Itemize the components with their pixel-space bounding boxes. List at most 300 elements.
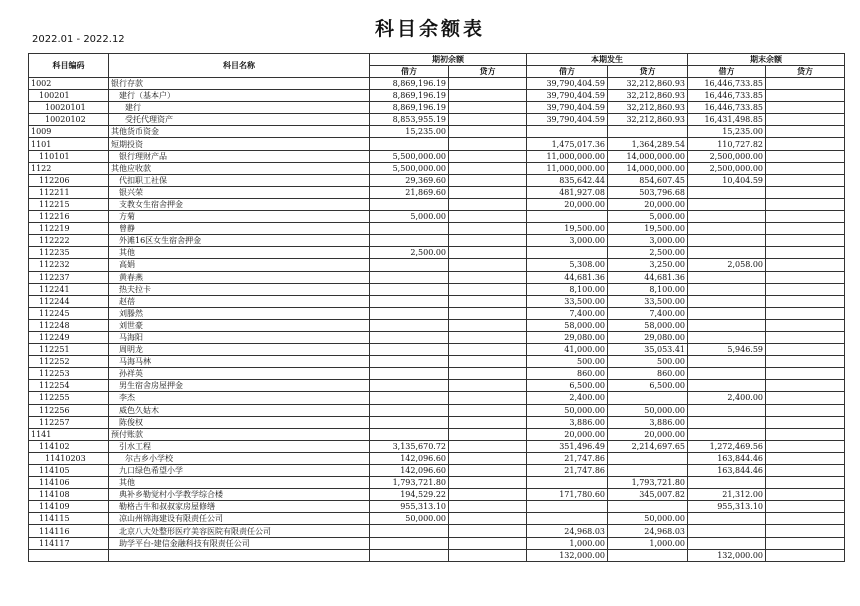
opening-debit: 8,869,196.19 [370,102,449,114]
opening-credit [449,295,527,307]
closing-debit: 16,446,733.85 [688,78,766,90]
closing-debit [688,186,766,198]
current-debit: 132,000.00 [527,549,608,561]
table-row [29,90,845,102]
closing-credit [766,223,845,235]
current-credit: 14,000,000.00 [608,150,688,162]
opening-debit: 194,529.22 [370,489,449,501]
closing-credit [766,247,845,259]
account-code: 112257 [29,416,109,428]
closing-credit [766,307,845,319]
account-code: 10020101 [29,102,109,114]
current-credit: 32,212,860.93 [608,114,688,126]
current-credit: 7,400.00 [608,307,688,319]
closing-credit [766,162,845,174]
current-debit: 11,000,000.00 [527,150,608,162]
current-debit: 835,642.44 [527,174,608,186]
table-row [29,392,845,404]
header-closing-credit: 贷方 [766,66,845,78]
table-row [29,271,845,283]
current-debit: 1,475,017.36 [527,138,608,150]
closing-credit [766,416,845,428]
current-debit: 20,000.00 [527,198,608,210]
opening-credit [449,211,527,223]
closing-debit [688,271,766,283]
closing-debit [688,368,766,380]
closing-credit [766,319,845,331]
opening-credit [449,247,527,259]
account-code: 112206 [29,174,109,186]
current-credit: 20,000.00 [608,198,688,210]
account-code: 112241 [29,283,109,295]
table-row [29,525,845,537]
table-row [29,138,845,150]
opening-debit: 955,313.10 [370,501,449,513]
closing-debit [688,356,766,368]
closing-debit: 16,446,733.85 [688,90,766,102]
opening-debit: 142,096.60 [370,452,449,464]
opening-debit: 5,500,000.00 [370,162,449,174]
current-debit: 2,400.00 [527,392,608,404]
closing-credit [766,271,845,283]
closing-debit [688,319,766,331]
account-code: 114117 [29,537,109,549]
account-name: 外滩16区女生宿舍押金 [109,235,370,247]
opening-debit [370,271,449,283]
closing-credit [766,368,845,380]
header-current-debit: 借方 [527,66,608,78]
opening-credit [449,126,527,138]
table-row [29,150,845,162]
closing-credit [766,404,845,416]
opening-debit [370,356,449,368]
account-name: 支教女生宿舍押金 [109,198,370,210]
account-code: 112222 [29,235,109,247]
account-code: 112253 [29,368,109,380]
closing-debit [688,428,766,440]
account-name: 马海马林 [109,356,370,368]
opening-debit [370,319,449,331]
current-credit: 20,000.00 [608,428,688,440]
opening-credit [449,404,527,416]
account-name: 勒格古牛和叔叔家房屋修缮 [109,501,370,513]
account-name: 引水工程 [109,440,370,452]
table-row [29,368,845,380]
header-current: 本期发生 [527,54,688,66]
current-credit: 35,053.41 [608,344,688,356]
current-credit [608,465,688,477]
current-debit: 50,000.00 [527,404,608,416]
opening-credit [449,114,527,126]
table-row [29,223,845,235]
closing-credit [766,344,845,356]
closing-credit [766,489,845,501]
current-debit: 29,080.00 [527,331,608,343]
opening-credit [449,283,527,295]
closing-credit [766,501,845,513]
closing-credit [766,525,845,537]
current-debit: 44,681.36 [527,271,608,283]
header-row-top [29,54,845,66]
opening-credit [449,138,527,150]
account-name: 凉山州锦海建设有限责任公司 [109,513,370,525]
opening-credit [449,368,527,380]
current-credit: 33,500.00 [608,295,688,307]
current-credit: 6,500.00 [608,380,688,392]
account-code: 100201 [29,90,109,102]
current-debit: 5,308.00 [527,259,608,271]
closing-debit: 110,727.82 [688,138,766,150]
account-code: 112237 [29,271,109,283]
account-code: 114109 [29,501,109,513]
account-code: 112216 [29,211,109,223]
table-row [29,428,845,440]
closing-debit [688,525,766,537]
opening-debit: 21,869.60 [370,186,449,198]
table-row [29,186,845,198]
opening-credit [449,477,527,489]
current-credit: 29,080.00 [608,331,688,343]
account-code: 1122 [29,162,109,174]
closing-debit: 21,312.00 [688,489,766,501]
account-code: 112244 [29,295,109,307]
opening-debit [370,283,449,295]
closing-credit [766,356,845,368]
current-credit: 503,796.68 [608,186,688,198]
table-row [29,102,845,114]
table-row [29,501,845,513]
account-name: 建行 [109,102,370,114]
current-credit: 3,250.00 [608,259,688,271]
current-credit: 24,968.03 [608,525,688,537]
table-row [29,114,845,126]
account-name: 刘滕然 [109,307,370,319]
table-row [29,477,845,489]
closing-debit: 2,500,000.00 [688,162,766,174]
account-name: 其他 [109,247,370,259]
closing-debit [688,380,766,392]
closing-credit [766,380,845,392]
opening-debit [370,344,449,356]
account-name: 代扣职工社保 [109,174,370,186]
closing-debit: 2,058.00 [688,259,766,271]
opening-credit [449,489,527,501]
opening-credit [449,465,527,477]
current-debit: 39,790,404.59 [527,102,608,114]
opening-credit [449,162,527,174]
header-code: 科目编码 [29,54,109,78]
current-debit: 171,780.60 [527,489,608,501]
account-code: 112255 [29,392,109,404]
closing-credit [766,392,845,404]
table-row [29,319,845,331]
closing-debit: 2,500,000.00 [688,150,766,162]
opening-credit [449,380,527,392]
current-credit [608,501,688,513]
closing-credit [766,477,845,489]
header-closing: 期末余额 [688,54,845,66]
account-code: 114108 [29,489,109,501]
current-credit: 1,364,289.54 [608,138,688,150]
opening-debit [370,307,449,319]
opening-credit [449,356,527,368]
opening-credit [449,150,527,162]
account-name: 高娟 [109,259,370,271]
current-debit: 8,100.00 [527,283,608,295]
opening-debit [370,223,449,235]
closing-credit [766,78,845,90]
header-opening-credit: 贷方 [449,66,527,78]
current-credit: 5,000.00 [608,211,688,223]
opening-debit [370,259,449,271]
account-name: 预付账款 [109,428,370,440]
current-credit: 32,212,860.93 [608,102,688,114]
account-code: 114105 [29,465,109,477]
account-code: 1101 [29,138,109,150]
opening-credit [449,174,527,186]
current-debit: 58,000.00 [527,319,608,331]
closing-debit [688,477,766,489]
closing-credit [766,102,845,114]
current-debit: 500.00 [527,356,608,368]
table-row [29,126,845,138]
current-debit: 19,500.00 [527,223,608,235]
closing-debit [688,537,766,549]
closing-debit: 2,400.00 [688,392,766,404]
opening-credit [449,501,527,513]
opening-debit [370,368,449,380]
current-debit: 39,790,404.59 [527,90,608,102]
table-row [29,513,845,525]
closing-debit [688,416,766,428]
opening-credit [449,549,527,561]
closing-credit [766,465,845,477]
account-code: 112249 [29,331,109,343]
closing-credit [766,114,845,126]
closing-credit [766,90,845,102]
closing-debit [688,295,766,307]
account-code: 112215 [29,198,109,210]
closing-credit [766,428,845,440]
closing-credit [766,295,845,307]
account-name: 其他货币资金 [109,126,370,138]
account-code: 112245 [29,307,109,319]
current-debit: 6,500.00 [527,380,608,392]
table-row [29,211,845,223]
opening-debit [370,138,449,150]
closing-debit [688,198,766,210]
opening-credit [449,78,527,90]
current-credit [608,452,688,464]
closing-credit [766,235,845,247]
closing-debit [688,211,766,223]
closing-debit: 16,446,733.85 [688,102,766,114]
opening-debit: 2,500.00 [370,247,449,259]
closing-debit: 5,946.59 [688,344,766,356]
account-name: 周明龙 [109,344,370,356]
table-row [29,356,845,368]
current-credit [608,126,688,138]
account-name: 银行存款 [109,78,370,90]
table-row [29,198,845,210]
table-row [29,537,845,549]
account-name: 北京八大处整形医疗美容医院有限责任公司 [109,525,370,537]
closing-credit [766,126,845,138]
account-code: 112251 [29,344,109,356]
current-debit: 3,000.00 [527,235,608,247]
account-name: 威色久姑木 [109,404,370,416]
closing-debit [688,513,766,525]
opening-credit [449,440,527,452]
closing-credit [766,331,845,343]
account-code: 1009 [29,126,109,138]
closing-debit: 10,404.59 [688,174,766,186]
closing-debit: 163,844.46 [688,452,766,464]
account-name: 马海阳 [109,331,370,343]
opening-credit [449,235,527,247]
opening-debit: 5,500,000.00 [370,150,449,162]
account-code: 112256 [29,404,109,416]
current-debit: 39,790,404.59 [527,78,608,90]
account-name: 受托代理资产 [109,114,370,126]
current-credit: 500.00 [608,356,688,368]
account-name: 李杰 [109,392,370,404]
table-row [29,162,845,174]
current-credit: 3,886.00 [608,416,688,428]
account-code: 112232 [29,259,109,271]
table-row [29,259,845,271]
opening-debit: 8,869,196.19 [370,90,449,102]
opening-debit [370,392,449,404]
closing-credit [766,150,845,162]
opening-debit: 29,369.60 [370,174,449,186]
table-row [29,416,845,428]
closing-debit: 16,431,498.85 [688,114,766,126]
table-row [29,380,845,392]
closing-credit [766,211,845,223]
account-name: 赵蓓 [109,295,370,307]
opening-credit [449,102,527,114]
table-row [29,465,845,477]
table-row [29,235,845,247]
current-debit [527,211,608,223]
current-credit: 854,607.45 [608,174,688,186]
account-code: 114102 [29,440,109,452]
opening-credit [449,319,527,331]
account-name: 九口绿色希望小学 [109,465,370,477]
current-credit: 32,212,860.93 [608,90,688,102]
closing-debit: 1,272,469.56 [688,440,766,452]
table-row [29,344,845,356]
opening-debit: 8,869,196.19 [370,78,449,90]
current-debit: 481,927.08 [527,186,608,198]
current-credit: 345,007.82 [608,489,688,501]
closing-debit [688,247,766,259]
closing-credit [766,440,845,452]
opening-credit [449,259,527,271]
header-current-credit: 贷方 [608,66,688,78]
table-row [29,331,845,343]
account-name: 男生宿舍房屋押金 [109,380,370,392]
opening-credit [449,428,527,440]
opening-debit: 1,793,721.80 [370,477,449,489]
opening-credit [449,525,527,537]
account-name: 陈俊权 [109,416,370,428]
closing-credit [766,186,845,198]
header-opening: 期初余额 [370,54,527,66]
current-credit: 50,000.00 [608,404,688,416]
current-credit: 860.00 [608,368,688,380]
account-name: 其他 [109,477,370,489]
current-credit: 2,500.00 [608,247,688,259]
account-code: 1141 [29,428,109,440]
closing-credit [766,549,845,561]
current-debit: 351,496.49 [527,440,608,452]
current-debit [527,501,608,513]
opening-debit [370,235,449,247]
current-credit: 1,000.00 [608,537,688,549]
account-code: 112248 [29,319,109,331]
account-name: 短期投资 [109,138,370,150]
opening-debit [370,525,449,537]
opening-credit [449,271,527,283]
closing-debit: 163,844.46 [688,465,766,477]
current-credit [608,549,688,561]
current-debit: 11,000,000.00 [527,162,608,174]
closing-credit [766,452,845,464]
opening-credit [449,90,527,102]
closing-debit: 132,000.00 [688,549,766,561]
current-credit: 32,212,860.93 [608,78,688,90]
closing-debit [688,404,766,416]
opening-credit [449,416,527,428]
opening-credit [449,186,527,198]
opening-credit [449,344,527,356]
account-code: 114115 [29,513,109,525]
opening-credit [449,452,527,464]
account-code: 10020102 [29,114,109,126]
account-name: 其他应收款 [109,162,370,174]
opening-credit [449,223,527,235]
current-debit [527,513,608,525]
account-name: 银行理财产品 [109,150,370,162]
account-name: 助学平台-建信金融科技有限责任公司 [109,537,370,549]
closing-credit [766,174,845,186]
current-debit: 3,886.00 [527,416,608,428]
current-credit: 1,793,721.80 [608,477,688,489]
account-name: 曾静 [109,223,370,235]
closing-debit: 955,313.10 [688,501,766,513]
account-code: 11410203 [29,452,109,464]
opening-credit [449,513,527,525]
opening-debit: 5,000.00 [370,211,449,223]
opening-debit [370,198,449,210]
opening-debit [370,428,449,440]
opening-credit [449,537,527,549]
account-name: 典补乡勒觉村小学教学综合楼 [109,489,370,501]
table-body [29,78,845,562]
current-credit: 8,100.00 [608,283,688,295]
closing-debit [688,223,766,235]
table-row [29,307,845,319]
account-name: 银兴荣 [109,186,370,198]
opening-credit [449,392,527,404]
opening-credit [449,198,527,210]
opening-credit [449,307,527,319]
closing-credit [766,198,845,210]
opening-debit: 142,096.60 [370,465,449,477]
account-name: 建行（基本户） [109,90,370,102]
